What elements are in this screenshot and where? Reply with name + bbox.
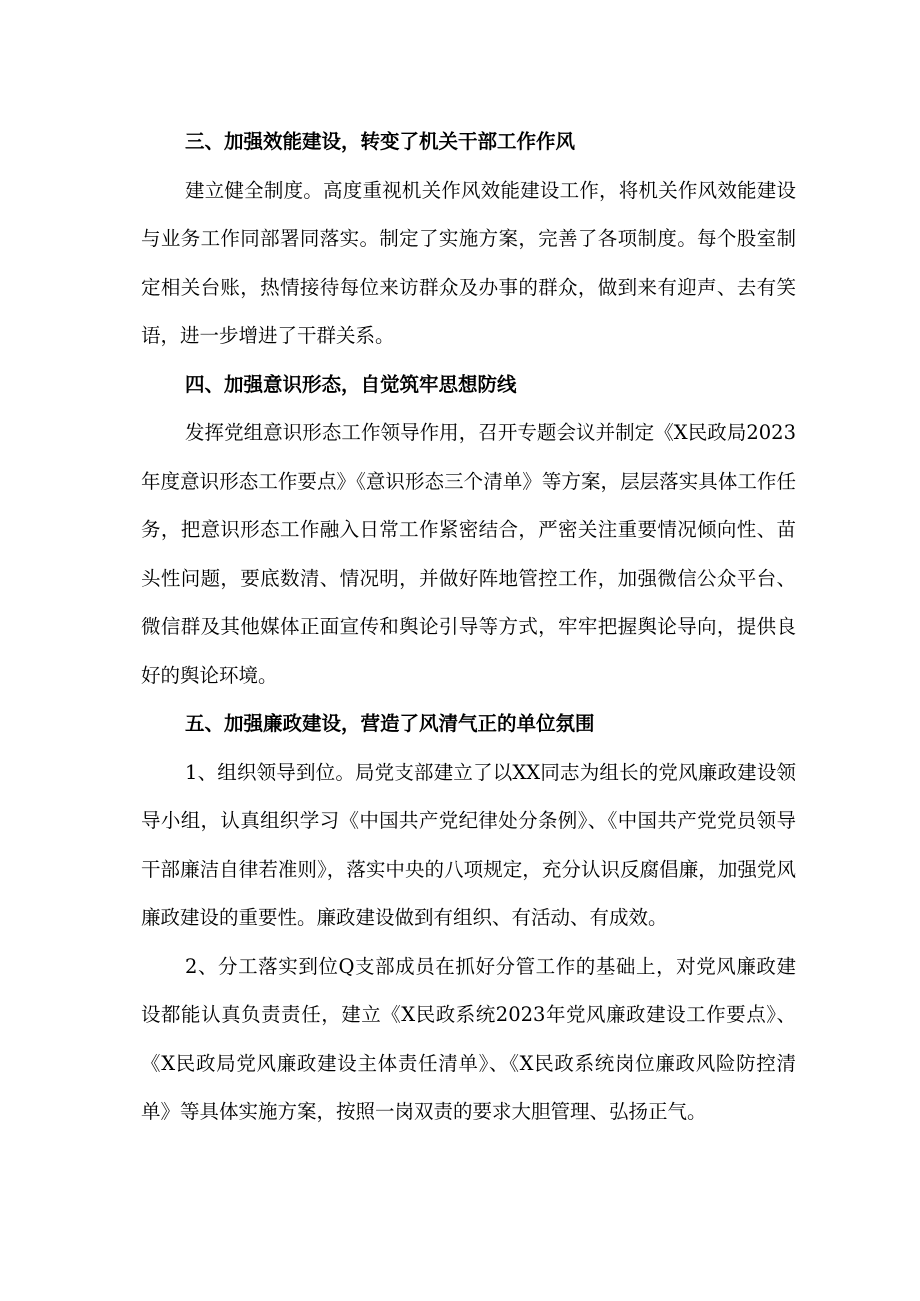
section-heading-integrity: 五、加强廉政建设，营造了风清气正的单位氛围: [185, 712, 595, 735]
section-heading-ideology: 四、加强意识形态，自觉筑牢思想防线: [185, 372, 517, 396]
paragraph-integrity-leadership: 1、组织领导到位。局党支部建立了以XX同志为组长的党风廉政建设领导小组，认真组织学习《中国共产党纪律处分条例》、《中国共产党党员领导干部廉洁自律若准则》，落实中央的八项规定，充分认识反腐倡廉，加强党风廉政建设的重要性。廉政建设做到有组织、有活动、有成效。: [141, 760, 796, 929]
document-body: [141, 118, 796, 1137]
paragraph-efficiency-system: 建立健全制度。高度重视机关作风效能建设工作，将机关作风效能建设与业务工作同部署同落实。制定了实施方案，完善了各项制度。每个股室制定相关台账，热情接待每位来访群众及办事的群众，做到来有迎声、去有笑语，进一步增进了干群关系。: [141, 178, 796, 347]
section-heading-efficiency: 三、加强效能建设，转变了机关干部工作作风: [185, 130, 576, 153]
paragraph-ideology-work: 发挥党组意识形态工作领导作用，召开专题会议并制定《X民政局2023年度意识形态工作要点》《意识形态三个清单》等方案，层层落实具体工作任务，把意识形态工作融入日常工作紧密结合，严密关注重要情况倾向性、苗头性问题，要底数清、情况明，并做好阵地管控工作，加强微信公众平台、微信群及其他媒体正面宣传和舆论引导等方式，牢牢把握舆论导向，提供良好的舆论环境。: [141, 421, 796, 687]
paragraph-integrity-division: 2、分工落实到位Q支部成员在抓好分管工作的基础上，对党风廉政建设都能认真负责责任，建立《X民政系统2023年党风廉政建设工作要点》、《X民政局党风廉政建设主体责任清单》、《X民政系统岗位廉政风险防控清单》等具体实施方案，按照一岗双责的要求大胆管理、弘扬正气。: [141, 954, 796, 1123]
